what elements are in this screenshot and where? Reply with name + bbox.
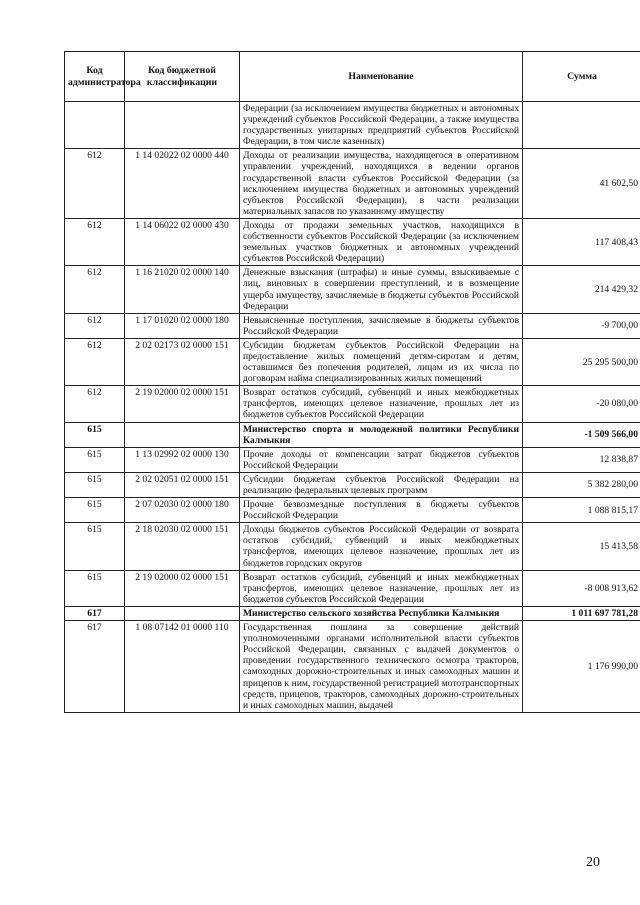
budget-table <box>64 51 640 713</box>
cell-sum: 15 413,58 <box>523 523 640 570</box>
cell-name: Доходы от реализации имущества, находящегося в оперативном управлении учреждений, находящихся в ведении органов государственной власти субъектов Российской Федерации (за исключением имущества бюджетных и автономных учреждений субъектов Российской Федерации), в части реализации материальных запасов по указанному имуществу <box>240 149 523 219</box>
cell-name: Государственная пошлина за совершение действий уполномоченными органами исполнительной власти субъектов Российской Федерации, связанных с выдачей документов о проведении государственного технического осмотра тракторов, самоходных дорожно-строительных и иных самоходных машин и прицепов к ним, государственной регистрацией мототранспортных средств, прицепов, тракторов, самоходных дорожно-строительных и иных самоходных машин, выдачей <box>240 621 523 713</box>
cell-name: Доходы от продажи земельных участков, находящихся в собственности субъектов Российской Федерации (за исключением земельных участков бюджетных и автономных учреждений субъектов Российской Федерации) <box>240 218 523 265</box>
cell-budget-code: 2 02 02051 02 0000 151 <box>125 472 240 497</box>
cell-budget-code: 2 18 02030 02 0000 151 <box>125 523 240 570</box>
cell-name: Невыясненные поступления, зачисляемые в бюджеты субъектов Российской Федерации <box>240 313 523 338</box>
cell-budget-code: 1 13 02992 02 0000 130 <box>125 447 240 472</box>
cell-name: Возврат остатков субсидий, субвенций и иных межбюджетных трансфертов, имеющих целевое назначение, прошлых лет из бюджетов субъектов Российской Федерации <box>240 386 523 422</box>
page-number: 20 <box>586 855 600 870</box>
cell-name: Министерство спорта и молодежной политики Республики Калмыкия <box>240 422 523 447</box>
table-row <box>65 621 640 713</box>
cell-sum: 41 602,50 <box>523 149 640 219</box>
table-row <box>65 472 640 497</box>
cell-admin-code: 612 <box>65 266 125 313</box>
table-row <box>65 218 640 265</box>
cell-admin-code: 617 <box>65 621 125 713</box>
cell-sum: 1 011 697 781,28 <box>523 606 640 620</box>
cell-name: Федерации (за исключением имущества бюджетных и автономных учреждений субъектов Российской Федерации, а также имущества государственных унитарных предприятий субъектов Российской Федерации, в том числе казенных) <box>240 102 523 149</box>
header-sum: Сумма <box>523 52 640 102</box>
header-name: Наименование <box>240 52 523 102</box>
cell-sum: 214 429,32 <box>523 266 640 313</box>
table-header-row <box>65 52 640 102</box>
cell-budget-code <box>125 422 240 447</box>
cell-admin-code: 617 <box>65 606 125 620</box>
cell-name: Субсидии бюджетам субъектов Российской Федерации на предоставление жилых помещений детям-сиротам и детям, оставшимся без попечения родителей, лицам из их числа по договорам найма специализированных жилых помещений <box>240 338 523 385</box>
cell-budget-code: 1 14 06022 02 0000 430 <box>125 218 240 265</box>
cell-budget-code: 2 19 02000 02 0000 151 <box>125 386 240 422</box>
table-row <box>65 606 640 620</box>
table-row <box>65 386 640 422</box>
cell-budget-code: 1 14 02022 02 0000 440 <box>125 149 240 219</box>
cell-name: Субсидии бюджетам субъектов Российской Федерации на реализацию федеральных целевых программ <box>240 472 523 497</box>
table-body <box>65 102 640 713</box>
cell-sum: 12 838,87 <box>523 447 640 472</box>
table-row <box>65 447 640 472</box>
cell-sum: -1 509 566,00 <box>523 422 640 447</box>
cell-budget-code: 2 19 02000 02 0000 151 <box>125 570 240 606</box>
cell-admin-code: 615 <box>65 498 125 523</box>
cell-sum: -8 008 913,62 <box>523 570 640 606</box>
cell-name: Прочие доходы от компенсации затрат бюджетов субъектов Российской Федерации <box>240 447 523 472</box>
table-row <box>65 422 640 447</box>
header-admin-code: Код администратора <box>65 52 125 102</box>
cell-name: Возврат остатков субсидий, субвенций и иных межбюджетных трансфертов, имеющих целевое назначение, прошлых лет из бюджетов субъектов Российской Федерации <box>240 570 523 606</box>
cell-sum: -9 700,00 <box>523 313 640 338</box>
table-row <box>65 102 640 149</box>
cell-sum: 5 382 280,00 <box>523 472 640 497</box>
cell-budget-code: 2 02 02173 02 0000 151 <box>125 338 240 385</box>
cell-sum <box>523 102 640 149</box>
table-row <box>65 338 640 385</box>
table-row <box>65 498 640 523</box>
cell-budget-code: 2 07 02030 02 0000 180 <box>125 498 240 523</box>
cell-budget-code <box>125 606 240 620</box>
document-page <box>64 51 640 713</box>
cell-name: Министерство сельского хозяйства Республики Калмыкия <box>240 606 523 620</box>
cell-budget-code: 1 08 07142 01 0000 110 <box>125 621 240 713</box>
cell-admin-code: 612 <box>65 386 125 422</box>
table-row <box>65 523 640 570</box>
table-row <box>65 313 640 338</box>
cell-admin-code: 612 <box>65 313 125 338</box>
cell-sum: 117 408,43 <box>523 218 640 265</box>
cell-sum: 25 295 500,00 <box>523 338 640 385</box>
cell-admin-code: 615 <box>65 422 125 447</box>
cell-budget-code: 1 16 21020 02 0000 140 <box>125 266 240 313</box>
cell-sum: -20 080,00 <box>523 386 640 422</box>
cell-budget-code <box>125 102 240 149</box>
cell-admin-code: 612 <box>65 338 125 385</box>
table-row <box>65 570 640 606</box>
cell-name: Денежные взыскания (штрафы) и иные суммы, взыскиваемые с лиц, виновных в совершении преступлений, и в возмещение ущерба имуществу, зачисляемые в бюджеты субъектов Российской Федерации <box>240 266 523 313</box>
cell-name: Прочие безвозмездные поступления в бюджеты субъектов Российской Федерации <box>240 498 523 523</box>
cell-name: Доходы бюджетов субъектов Российской Федерации от возврата остатков субсидий, субвенций и иных межбюджетных трансфертов, имеющих целевое назначение, прошлых лет из бюджетов городских округов <box>240 523 523 570</box>
cell-admin-code: 615 <box>65 523 125 570</box>
header-budget-code: Код бюджетной классификации <box>125 52 240 102</box>
cell-sum: 1 088 815,17 <box>523 498 640 523</box>
cell-admin-code <box>65 102 125 149</box>
cell-budget-code: 1 17 01020 02 0000 180 <box>125 313 240 338</box>
cell-admin-code: 612 <box>65 149 125 219</box>
cell-admin-code: 615 <box>65 447 125 472</box>
cell-sum: 1 176 990,00 <box>523 621 640 713</box>
cell-admin-code: 615 <box>65 570 125 606</box>
cell-admin-code: 615 <box>65 472 125 497</box>
table-row <box>65 266 640 313</box>
table-row <box>65 149 640 219</box>
cell-admin-code: 612 <box>65 218 125 265</box>
